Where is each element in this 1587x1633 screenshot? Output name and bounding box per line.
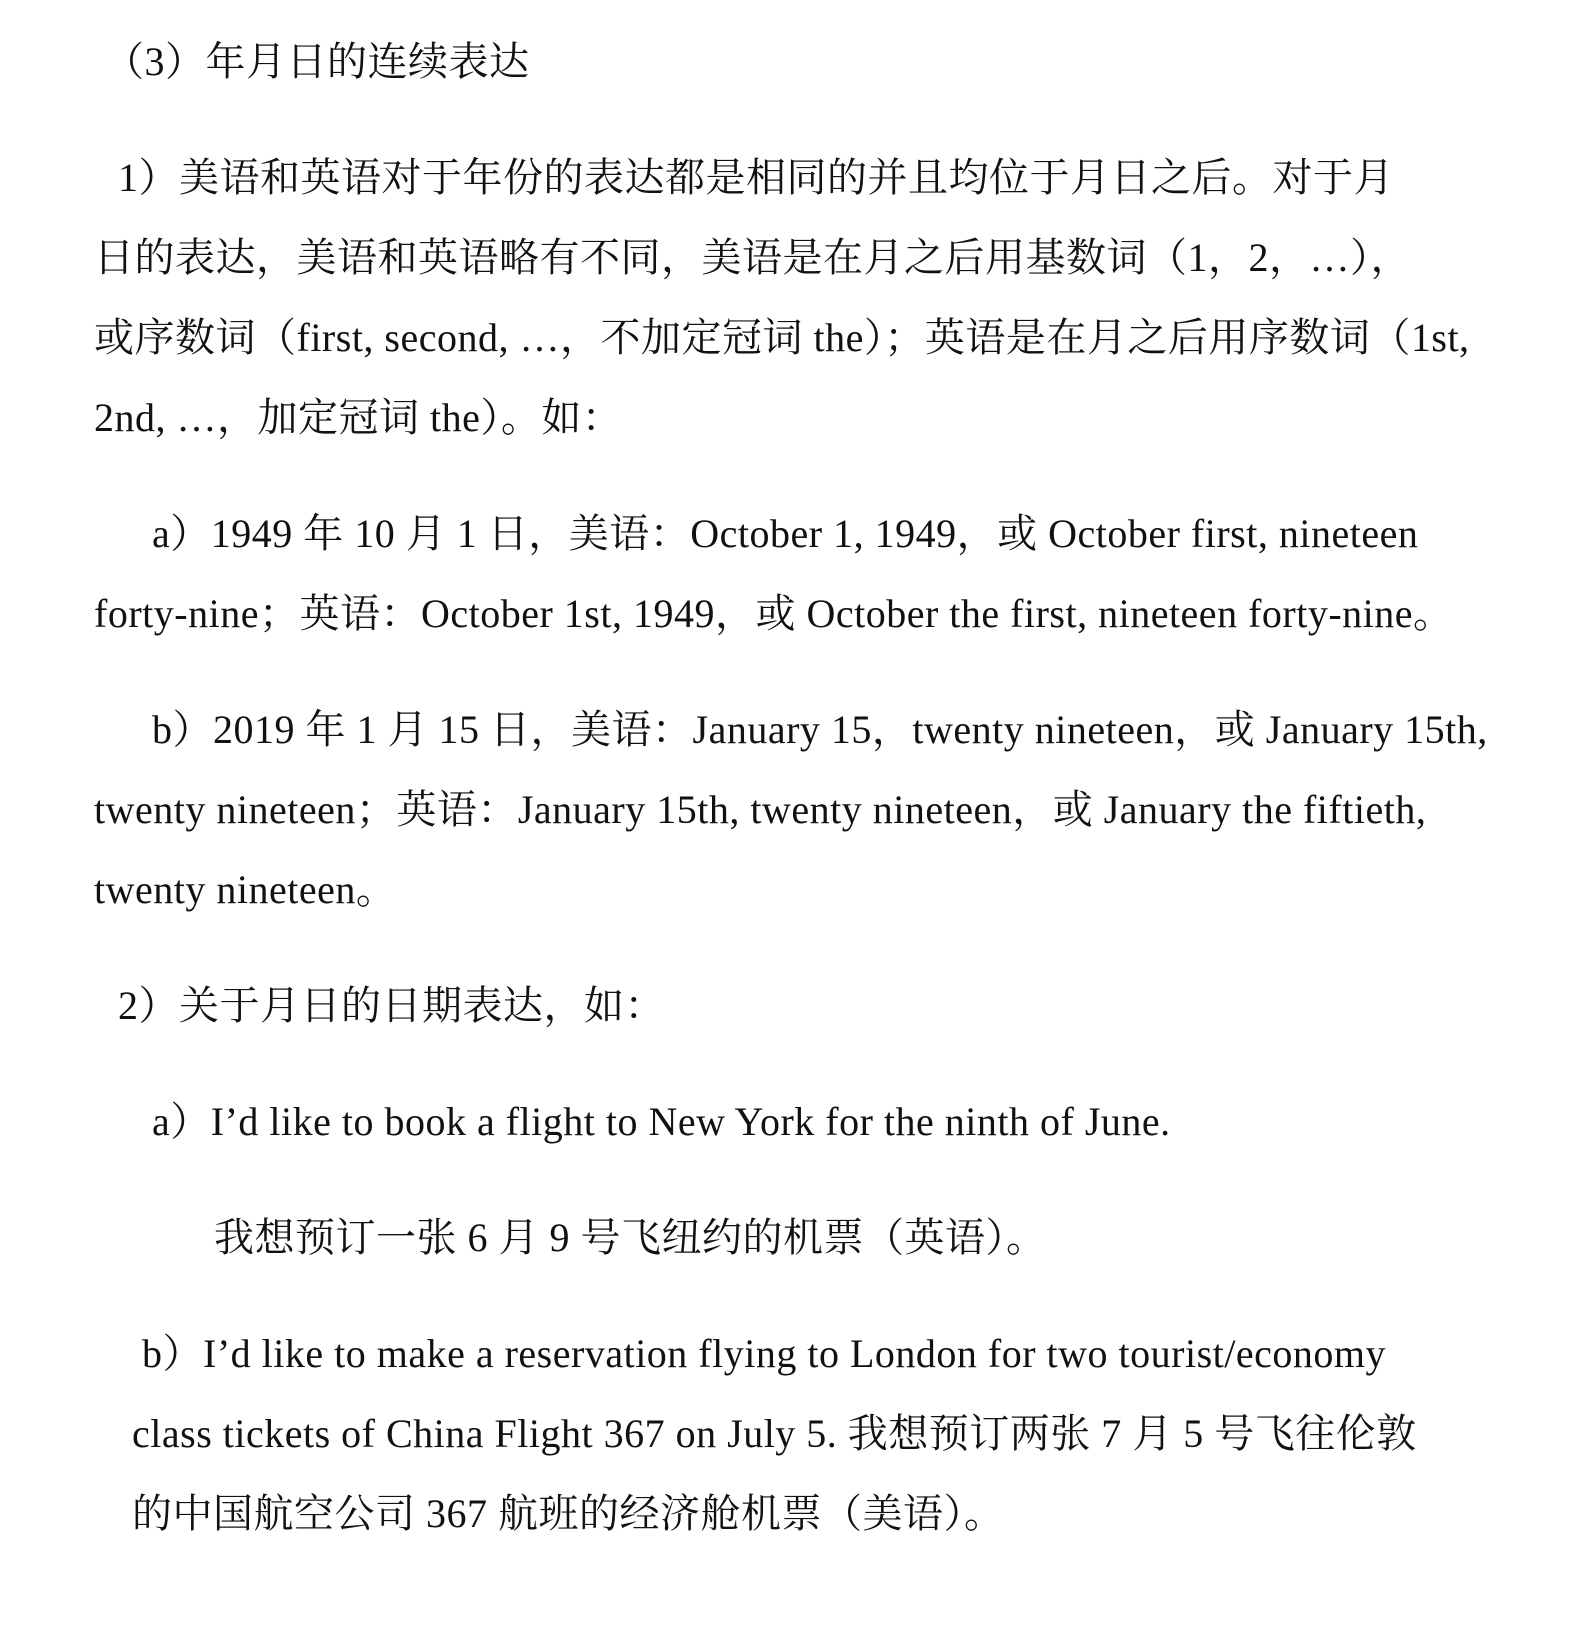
paragraph-2-line-1: 2）关于月日的日期表达，如：	[118, 983, 665, 1028]
sentence-a-english: a）I’d like to book a flight to New York for the ninth of June.	[152, 1099, 1171, 1144]
sentence-b-line-3: 的中国航空公司 367 航班的经济舱机票（美语）。	[132, 1491, 1005, 1536]
example-b-line-3: twenty nineteen。	[94, 867, 397, 912]
section-heading: （3）年月日的连续表达	[104, 39, 530, 84]
paragraph-1-line-1: 1）美语和英语对于年份的表达都是相同的并且均位于月日之后。对于月	[118, 155, 1394, 200]
paragraph-1-line-4: 2nd, …，加定冠词 the）。如：	[94, 395, 623, 440]
example-b-line-1: b）2019 年 1 月 15 日，美语：January 15，twenty nineteen，或 January 15th,	[152, 707, 1488, 752]
paragraph-1-line-2: 日的表达，美语和英语略有不同，美语是在月之后用基数词（1，2，…），	[94, 235, 1411, 280]
sentence-a-chinese: 我想预订一张 6 月 9 号飞纽约的机票（英语）。	[214, 1215, 1047, 1260]
example-a-line-1: a）1949 年 10 月 1 日，美语：October 1, 1949，或 October first, nineteen	[152, 511, 1419, 556]
sentence-b-line-2: class tickets of China Flight 367 on July 5. 我想预订两张 7 月 5 号飞往伦敦	[132, 1411, 1417, 1456]
example-a-line-2: forty-nine；英语：October 1st, 1949，或 October the first, nineteen forty-nine。	[94, 591, 1454, 636]
paragraph-1-line-3: 或序数词（first, second, …，不加定冠词 the）；英语是在月之后用序数词（1st,	[94, 315, 1470, 360]
example-b-line-2: twenty nineteen；英语：January 15th, twenty nineteen，或 January the fiftieth,	[94, 787, 1427, 832]
sentence-b-line-1: b）I’d like to make a reservation flying to London for two tourist/economy	[142, 1331, 1386, 1376]
